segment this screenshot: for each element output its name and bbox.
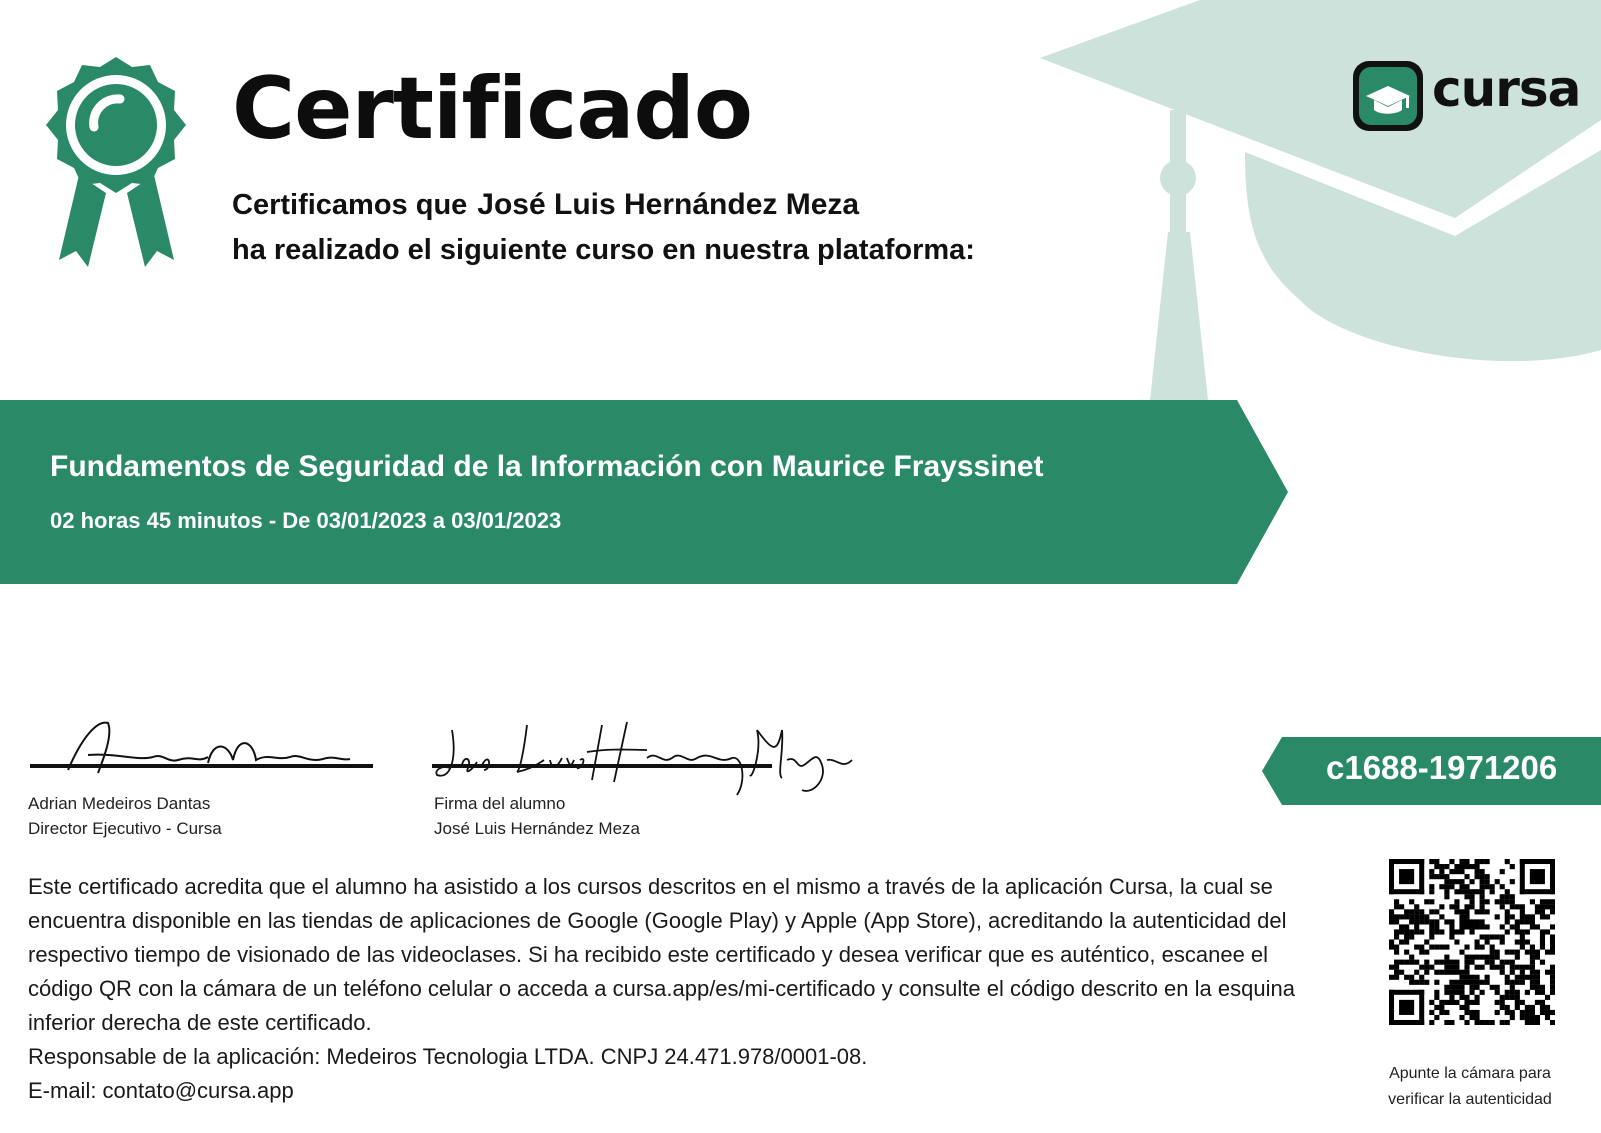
certificate-footer-text <box>28 870 1318 1108</box>
student-signature-name: José Luis Hernández Meza <box>434 819 641 838</box>
logo-wordmark: cursa <box>1432 60 1581 118</box>
qr-caption <box>1350 1061 1590 1113</box>
course-meta: 02 horas 45 minutos - De 03/01/2023 a 03/01/2023 <box>50 508 562 533</box>
certify-line-2: ha realizado el siguiente curso en nuestra plataforma: <box>232 234 975 266</box>
student-signature-label: Firma del alumno <box>434 794 566 813</box>
course-title: Fundamentos de Seguridad de la Información con Maurice Frayssinet <box>50 450 1044 483</box>
certify-line <box>232 188 859 222</box>
footer-email: E-mail: contato@cursa.app <box>28 1078 294 1103</box>
qr-caption-line-2: verificar la autenticidad <box>1388 1091 1552 1108</box>
director-name: Adrian Medeiros Dantas <box>28 794 211 813</box>
course-banner <box>0 400 1290 584</box>
student-name: José Luis Hernández Meza <box>477 188 860 221</box>
qr-caption-line-1: Apunte la cámara para <box>1389 1065 1551 1082</box>
award-ribbon-icon <box>44 55 189 270</box>
footer-paragraph: Este certificado acredita que el alumno ha asistido a los cursos descritos en el mismo a través de la aplicación Cursa, la cual se encuentra disponible en las tiendas de aplicaciones de Google (Google Play) y Apple (App Store), acreditando la autenticidad del respectivo tiempo de visionado de las videoclases. Si ha recibido este certificado y desea verificar que es auténtico, escanee el código QR con la cámara de un teléfono celular o acceda a cursa.app/es/mi-certificado y consulte el código descrito en la esquina inferior derecha de este certificado. <box>28 874 1295 1035</box>
student-signature <box>432 720 872 800</box>
certify-intro: Certificamos que <box>232 189 468 221</box>
qr-code <box>1389 859 1555 1025</box>
footer-responsible: Responsable de la aplicación: Medeiros Tecnologia LTDA. CNPJ 24.471.978/0001-08. <box>28 1044 868 1069</box>
certificate-title: Certificado <box>232 59 752 159</box>
director-signature <box>28 715 388 790</box>
director-role: Director Ejecutivo - Cursa <box>28 819 222 838</box>
verification-code: c1688-1971206 <box>1326 749 1558 786</box>
